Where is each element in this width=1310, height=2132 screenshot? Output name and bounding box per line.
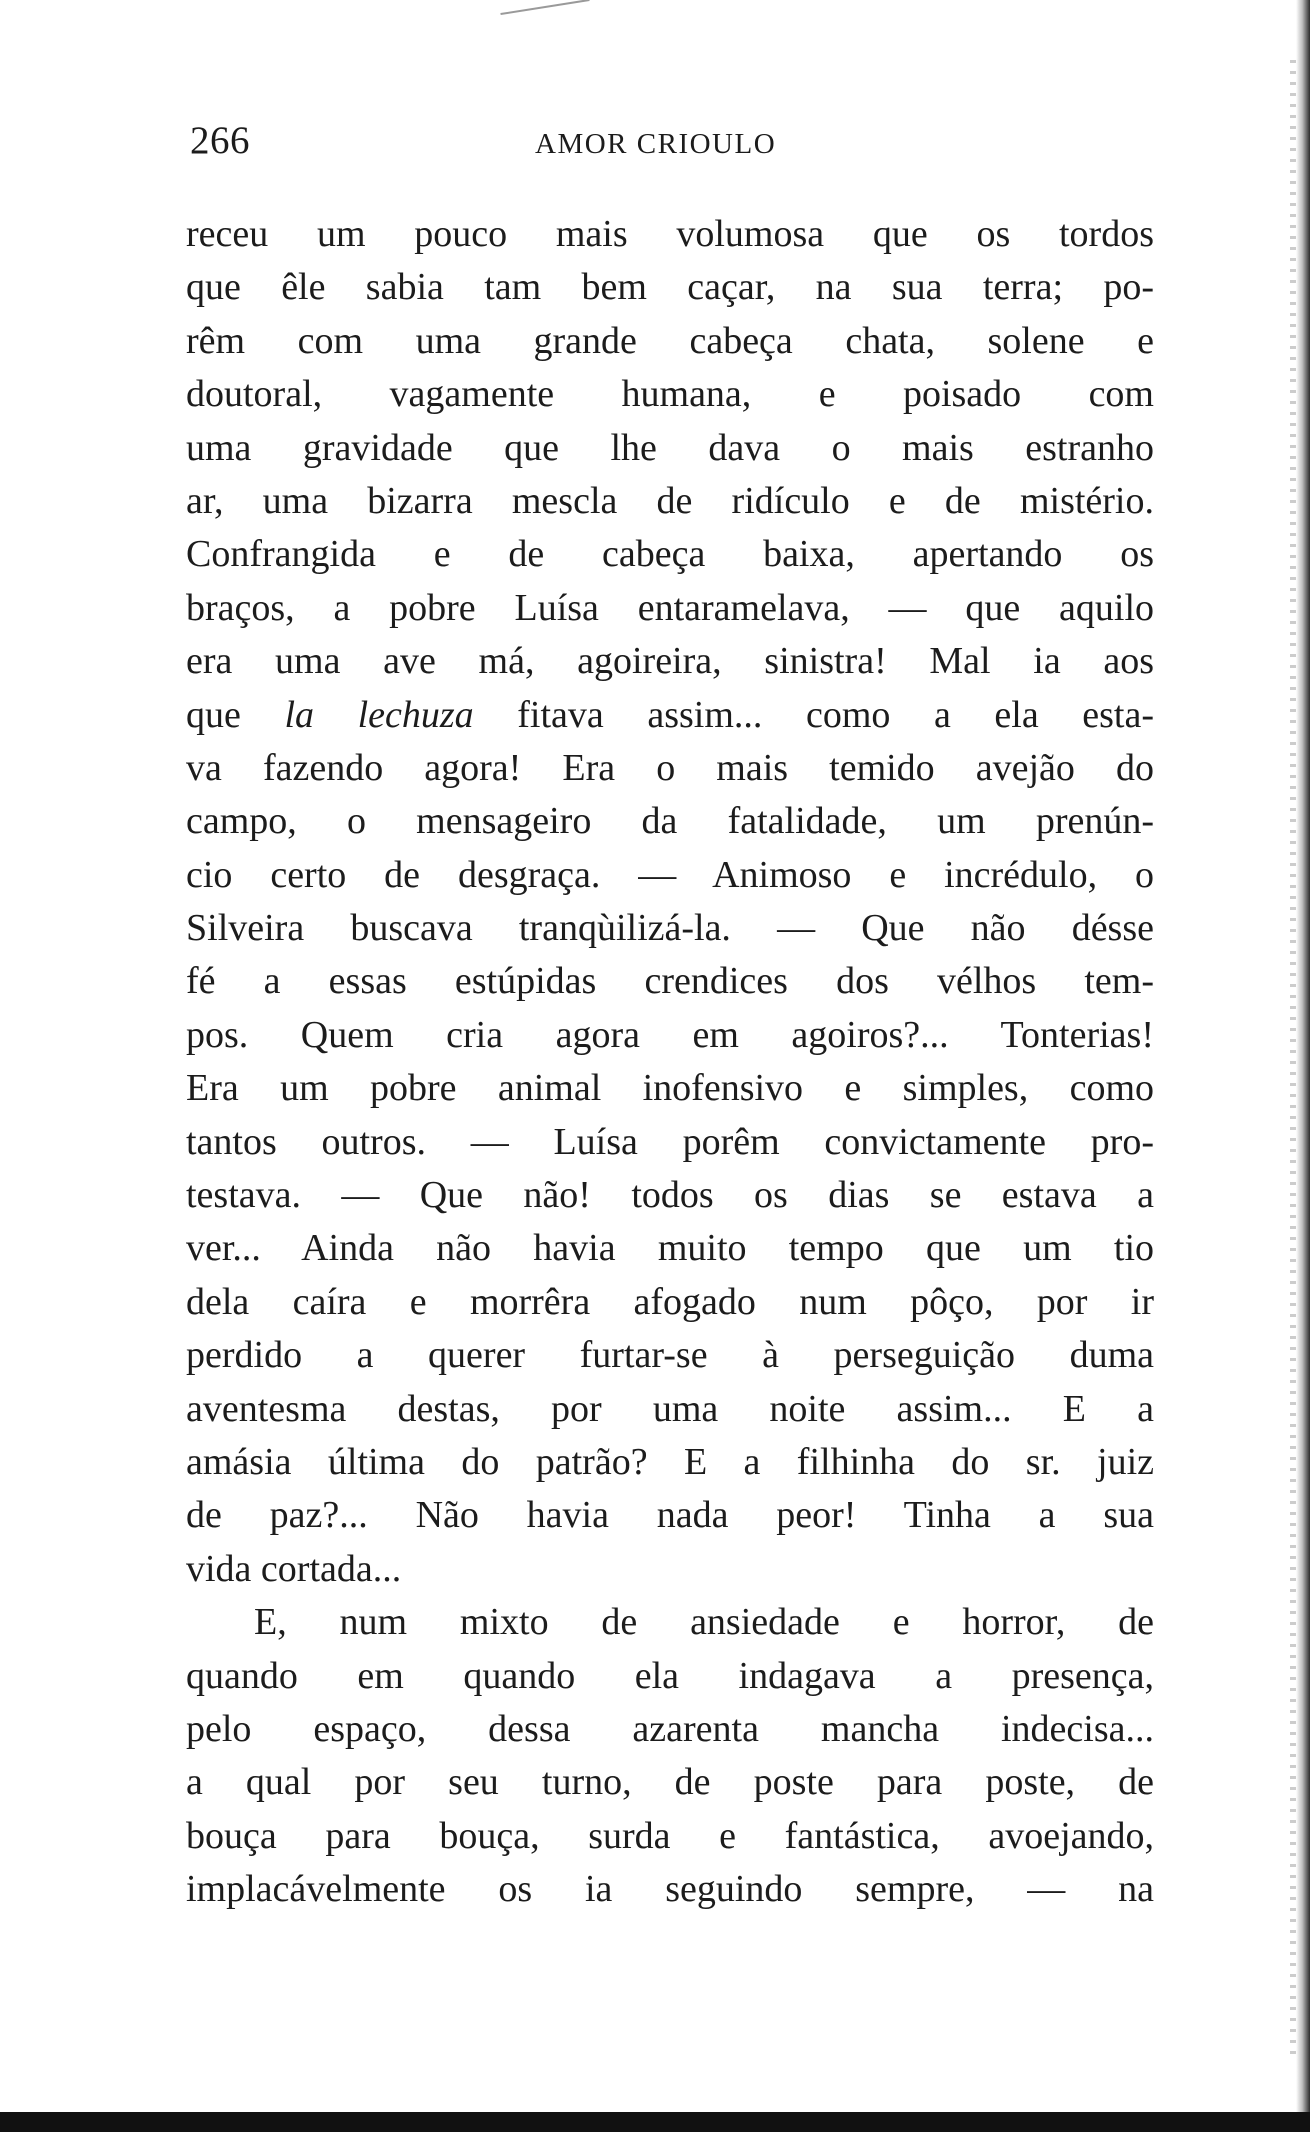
text-line: testava. — Que não! todos os dias se estava a (186, 1174, 1154, 1217)
text-line: fé a essas estúpidas crendices dos vélhos tem- (186, 960, 1154, 1003)
book-title: AMOR CRIOULO (535, 128, 777, 160)
text-line: ar, uma bizarra mescla de ridículo e de mistério. (186, 479, 1154, 522)
text-line-paragraph-start: E, num mixto de ansiedade e horror, de (254, 1601, 1154, 1644)
text-line: Era um pobre animal inofensivo e simples, como (186, 1067, 1154, 1110)
running-head (190, 118, 1150, 168)
text-line: ver... Ainda não havia muito tempo que um tio (186, 1227, 1154, 1270)
text-line: bouça para bouça, surda e fantástica, avoejando, (186, 1814, 1154, 1857)
page-number: 266 (190, 119, 250, 162)
text-line: va fazendo agora! Era o mais temido avejão do (186, 746, 1154, 789)
text-line: que la lechuza fitava assim... como a ela esta- (186, 693, 1154, 736)
text-line: braços, a pobre Luísa entaramelava, — que aquilo (186, 586, 1154, 629)
text-line: Confrangida e de cabeça baixa, apertando os (186, 533, 1154, 576)
body-text (186, 208, 1154, 1917)
text-line: tantos outros. — Luísa porêm convictamente pro- (186, 1120, 1154, 1163)
italic-phrase: la lechuza (284, 693, 474, 736)
text-line: aventesma destas, por uma noite assim... E a (186, 1387, 1154, 1430)
text-line: era uma ave má, agoireira, sinistra! Mal ia aos (186, 640, 1154, 683)
text-line: uma gravidade que lhe dava o mais estranho (186, 426, 1154, 469)
text-line: implacávelmente os ia seguindo sempre, — na (186, 1868, 1154, 1911)
binding-edge-shadow (1296, 0, 1310, 2132)
scan-bottom-edge (0, 2112, 1310, 2132)
text-line: dela caíra e morrêra afogado num pôço, por ir (186, 1280, 1154, 1323)
text-line: doutoral, vagamente humana, e poisado com (186, 373, 1154, 416)
text-line: que êle sabia tam bem caçar, na sua terra; po- (186, 266, 1154, 309)
text-line: campo, o mensageiro da fatalidade, um prenún- (186, 800, 1154, 843)
text-line: perdido a querer furtar-se à perseguição duma (186, 1334, 1154, 1377)
scan-scratch-mark (500, 0, 589, 15)
text-line: rêm com uma grande cabeça chata, solene e (186, 319, 1154, 362)
text-line-paragraph-end: vida cortada... (186, 1547, 402, 1590)
text-line: quando em quando ela indagava a presença, (186, 1654, 1154, 1697)
text-line: pelo espaço, dessa azarenta mancha indecisa... (186, 1707, 1154, 1750)
text-line: pos. Quem cria agora em agoiros?... Tonterias! (186, 1013, 1154, 1056)
text-line: receu um pouco mais volumosa que os tordos (186, 213, 1154, 255)
text-line: a qual por seu turno, de poste para poste, de (186, 1761, 1154, 1804)
text-line: cio certo de desgraça. — Animoso e incrédulo, o (186, 853, 1154, 896)
text-line: de paz?... Não havia nada peor! Tinha a sua (186, 1494, 1154, 1537)
text-line: Silveira buscava tranqùilizá-la. — Que não désse (186, 907, 1154, 950)
text-line: amásia última do patrão? E a filhinha do sr. juiz (186, 1440, 1154, 1483)
